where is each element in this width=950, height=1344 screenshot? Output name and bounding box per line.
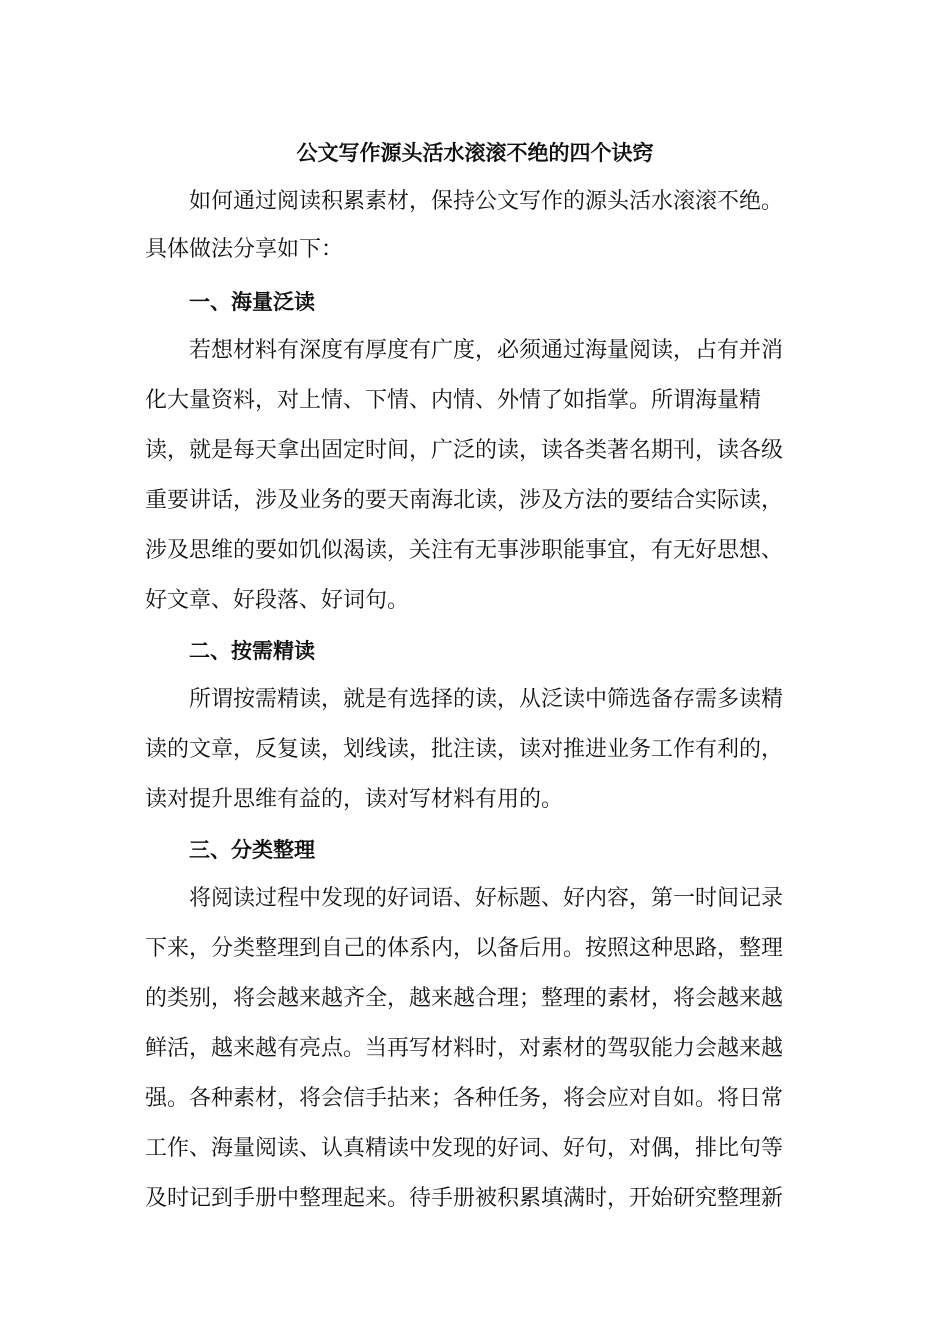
section-1-line-6: 好文章、好段落、好词句。 <box>145 588 410 613</box>
section-1-line-1: 若想材料有深度有厚度有广度，必须通过海量阅读，占有并消 <box>189 338 784 363</box>
section-heading-2: 二、按需精读 <box>189 639 315 663</box>
section-1-line-5: 涉及思维的要如饥似渴读，关注有无事涉职能事宜，有无好思想、 <box>145 538 784 563</box>
section-1-line-3: 读，就是每天拿出固定时间，广泛的读，读各类著名期刊，读各级 <box>145 438 784 463</box>
section-3-line-4: 鲜活，越来越有亮点。当再写材料时，对素材的驾驭能力会越来越 <box>145 1036 784 1061</box>
intro-line-2: 具体做法分享如下： <box>145 237 344 262</box>
section-2-line-3: 读对提升思维有益的，读对写材料有用的。 <box>145 787 564 812</box>
section-3-line-1: 将阅读过程中发现的好词语、好标题、好内容，第一时间记录 <box>189 886 784 911</box>
section-heading-1: 一、海量泛读 <box>189 290 315 314</box>
section-1-line-2: 化大量资料，对上情、下情、内情、外情了如指掌。所谓海量精 <box>145 388 762 413</box>
section-3-line-3: 的类别，将会越来越齐全，越来越合理；整理的素材，将会越来越 <box>145 986 784 1011</box>
document-title: 公文写作源头活水滚滚不绝的四个诀窍 <box>296 141 654 165</box>
section-1-line-4: 重要讲话，涉及业务的要天南海北读，涉及方法的要结合实际读， <box>145 488 784 513</box>
section-3-line-7: 及时记到手册中整理起来。待手册被积累填满时，开始研究整理新 <box>145 1186 784 1211</box>
section-2-line-2: 读的文章，反复读，划线读，批注读，读对推进业务工作有利的， <box>145 737 784 762</box>
section-3-line-6: 工作、海量阅读、认真精读中发现的好词、好句，对偶，排比句等 <box>145 1136 784 1161</box>
section-2-line-1: 所谓按需精读，就是有选择的读，从泛读中筛选备存需多读精 <box>189 687 784 712</box>
intro-line-1: 如何通过阅读积累素材，保持公文写作的源头活水滚滚不绝。 <box>189 189 784 214</box>
section-3-line-5: 强。各种素材，将会信手拈来；各种任务，将会应对自如。将日常 <box>145 1086 784 1111</box>
section-heading-3: 三、分类整理 <box>189 838 315 862</box>
section-3-line-2: 下来，分类整理到自己的体系内，以备后用。按照这种思路，整理 <box>145 936 784 961</box>
